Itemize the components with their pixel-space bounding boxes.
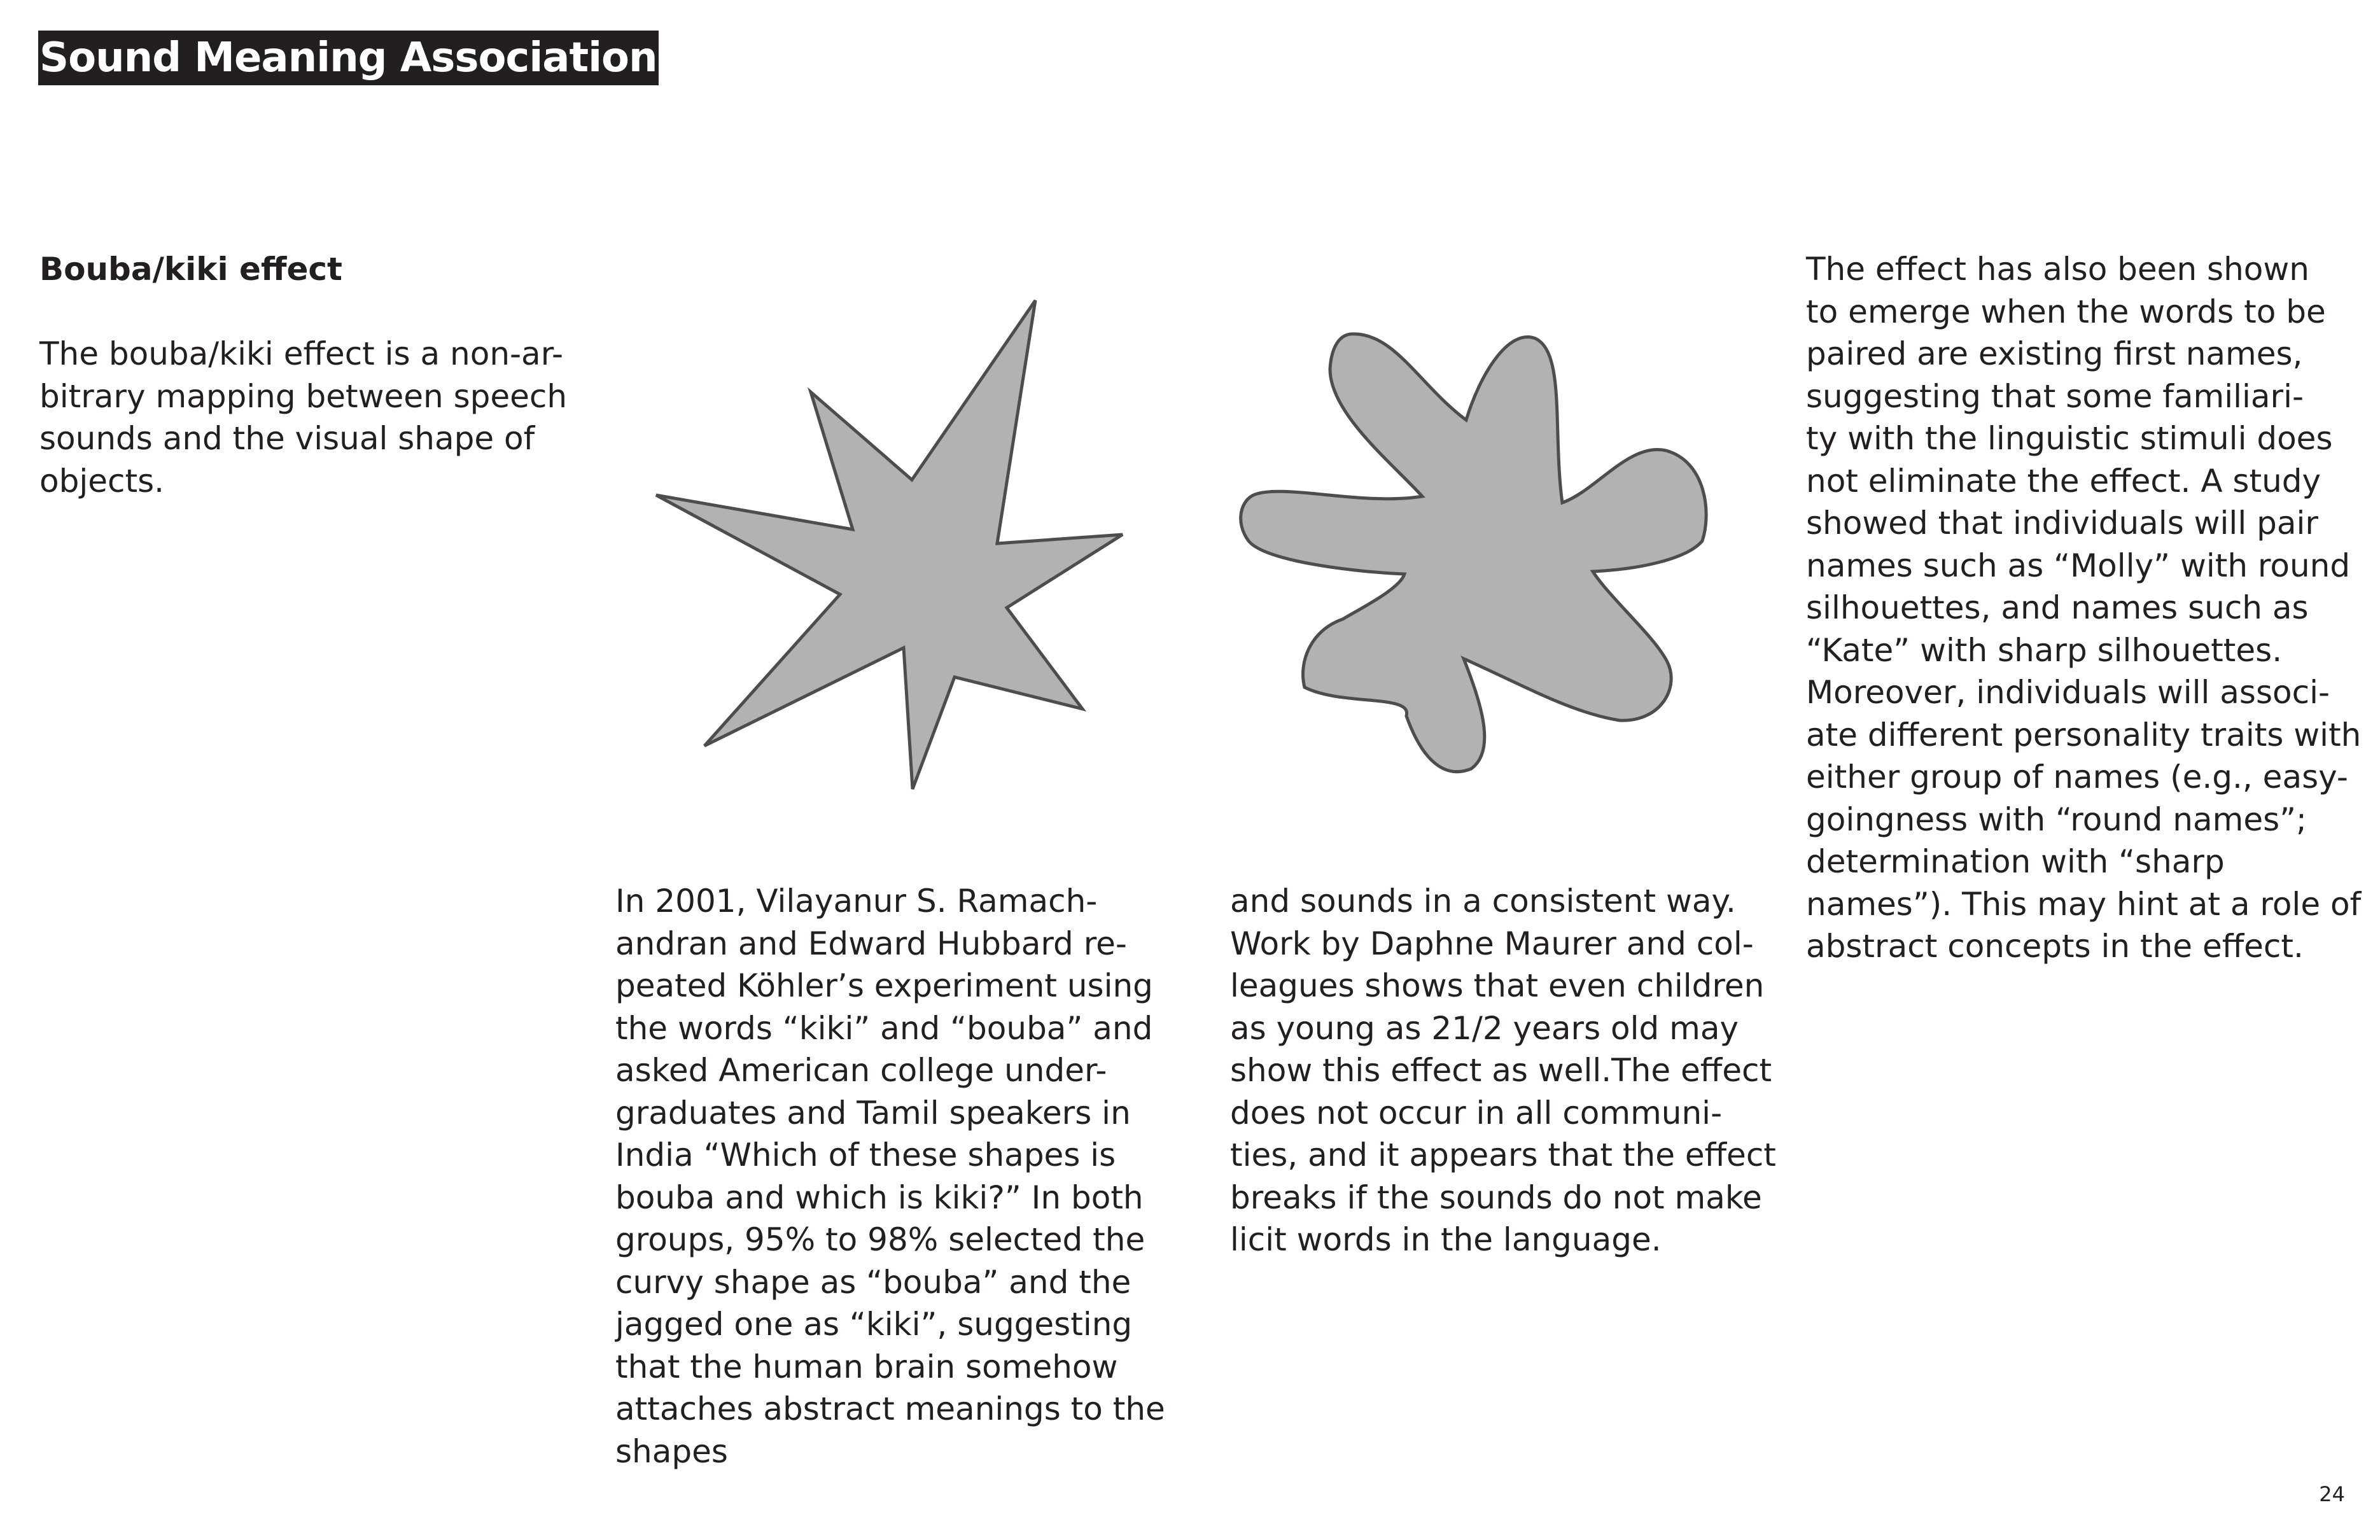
page-title: Sound Meaning Association xyxy=(38,31,659,85)
text-line: The bouba/kiki effect is a non-ar- xyxy=(39,335,564,372)
text-line: goingness with “round names”; xyxy=(1806,801,2307,838)
text-line: curvy shape as “bouba” and the xyxy=(615,1263,1131,1301)
text-line: names such as “Molly” with round xyxy=(1806,547,2351,584)
text-line: In 2001, Vilayanur S. Ramach- xyxy=(615,883,1098,920)
kiki-star-polygon xyxy=(656,300,1123,789)
text-line: asked American college under- xyxy=(615,1052,1107,1089)
text-line: The effect has also been shown xyxy=(1806,251,2309,288)
text-line: shapes xyxy=(615,1432,728,1470)
study-paragraph-left xyxy=(615,880,1165,1473)
text-line: Work by Daphne Maurer and col- xyxy=(1230,925,1754,962)
page-number: 24 xyxy=(2319,1482,2345,1506)
text-line: suggesting that some familiari- xyxy=(1806,377,2304,415)
text-line: to emerge when the words to be xyxy=(1806,293,2326,330)
text-line: jagged one as “kiki”, suggesting xyxy=(615,1306,1133,1343)
text-line: leagues shows that even children xyxy=(1230,967,1765,1004)
text-line: that the human brain somehow xyxy=(615,1348,1118,1385)
text-line: attaches abstract meanings to the xyxy=(615,1390,1165,1427)
names-paragraph xyxy=(1806,248,2361,968)
study-paragraph-right xyxy=(1230,880,1776,1261)
text-line: sounds and the visual shape of xyxy=(39,420,535,457)
text-line: ties, and it appears that the effect xyxy=(1230,1137,1776,1173)
text-line: not eliminate the effect. A study xyxy=(1806,462,2321,500)
text-line: breaks if the sounds do not make xyxy=(1230,1179,1762,1216)
text-line: bitrary mapping between speech xyxy=(39,377,568,415)
text-line: showed that individuals will pair xyxy=(1806,505,2318,542)
bouba-blob-shape xyxy=(1235,325,1731,783)
text-line: ate different personality traits with xyxy=(1806,716,2362,753)
section-heading: Bouba/kiki effect xyxy=(39,251,342,288)
text-line: objects. xyxy=(39,462,165,500)
text-line: “Kate” with sharp silhouettes. xyxy=(1806,631,2283,669)
text-line: licit words in the language. xyxy=(1230,1221,1662,1258)
text-line: ty with the linguistic stimuli does xyxy=(1806,420,2333,457)
text-line: determination with “sharp xyxy=(1806,843,2225,880)
text-line: does not occur in all communi- xyxy=(1230,1094,1723,1131)
text-line: bouba and which is kiki?” In both xyxy=(615,1179,1144,1216)
text-line: and sounds in a consistent way. xyxy=(1230,883,1736,920)
text-line: silhouettes, and names such as xyxy=(1806,589,2309,626)
text-line: groups, 95% to 98% selected the xyxy=(615,1221,1145,1258)
text-line: abstract concepts in the effect. xyxy=(1806,928,2304,965)
text-line: peated Köhler’s experiment using xyxy=(615,967,1153,1004)
text-line: graduates and Tamil speakers in xyxy=(615,1094,1131,1131)
text-line: either group of names (e.g., easy- xyxy=(1806,759,2348,795)
text-line: Moreover, individuals will associ- xyxy=(1806,674,2330,711)
text-line: as young as 21/2 years old may xyxy=(1230,1009,1739,1047)
bouba-blob-path xyxy=(1241,334,1706,772)
text-line: show this effect as well.The effect xyxy=(1230,1052,1772,1089)
kiki-star-shape xyxy=(649,293,1145,802)
text-line: the words “kiki” and “bouba” and xyxy=(615,1009,1153,1047)
intro-paragraph xyxy=(39,333,567,502)
text-line: paired are existing first names, xyxy=(1806,335,2303,372)
text-line: names”). This may hint at a role of xyxy=(1806,885,2362,923)
text-line: andran and Edward Hubbard re- xyxy=(615,925,1127,962)
text-line: India “Which of these shapes is xyxy=(615,1137,1116,1173)
